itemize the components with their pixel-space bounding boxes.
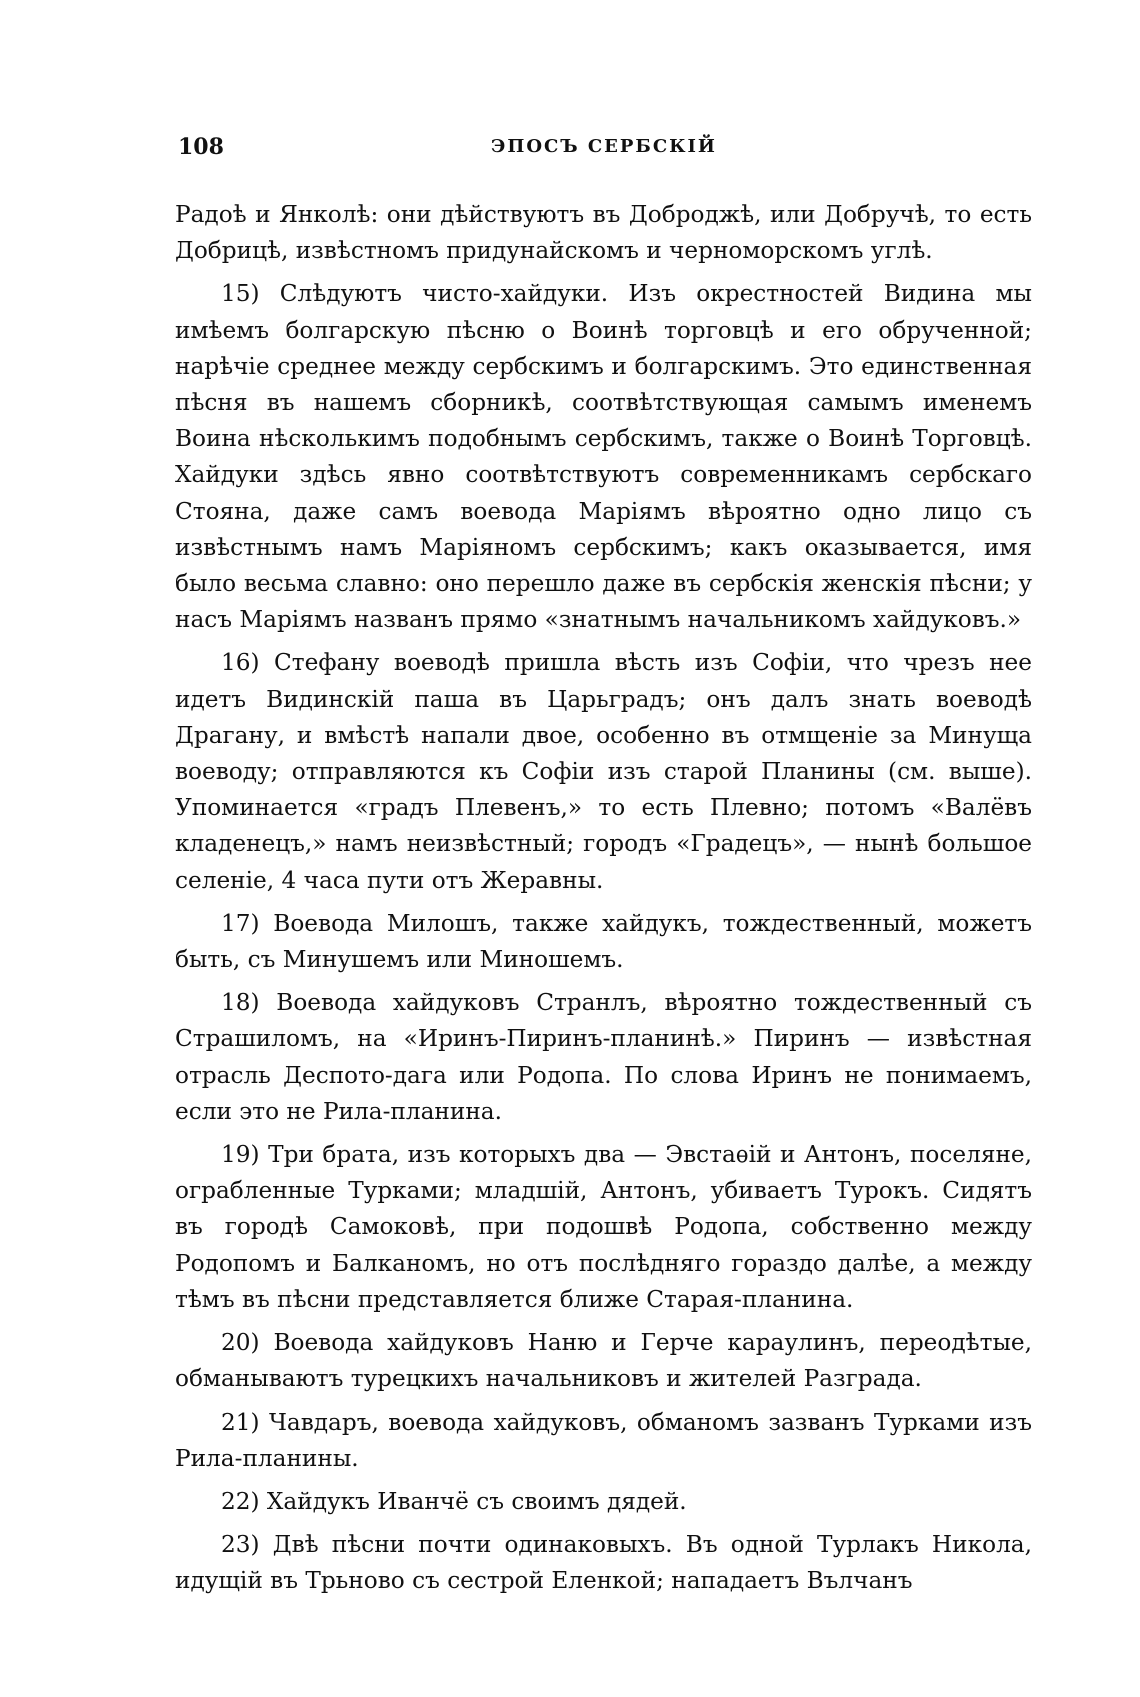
running-title: ЭПОСЪ СЕРБСКІЙ <box>491 136 717 157</box>
paragraph-20: 20) Воевода хайдуковъ Наню и Герче караулинъ, переодѣтые, обманываютъ турецкихъ начальниковъ и жителей Разграда. <box>175 1329 1032 1393</box>
paragraph-21: 21) Чавдаръ, воевода хайдуковъ, обманомъ зазванъ Турками изъ Рила-планины. <box>175 1408 1032 1472</box>
page-number: 108 <box>178 134 224 160</box>
paragraph-22: 22) Хайдукъ Иванчё съ своимъ дядей. <box>221 1487 687 1515</box>
paragraph-17: 17) Воевода Милошъ, также хайдукъ, тождественный, можетъ быть, съ Минушемъ или Миношемъ. <box>175 909 1032 974</box>
paragraph-continuation: Радоѣ и Янколѣ: они дѣйствуютъ въ Доброджѣ, или Добручѣ, то есть Добрицѣ, извѣстномъ придунайскомъ и черноморскомъ углѣ. <box>175 201 1032 265</box>
paragraph-19: 19) Три брата, изъ которыхъ два — Эвстаѳій и Антонъ, поселяне, ограбленные Турками; младшій, Антонъ, убиваетъ Турокъ. Сидятъ въ городѣ Самоковѣ, при подошвѣ Родопа, собственно между Родопомъ и Балканомъ, но отъ послѣдняго гораздо далѣе, а между тѣмъ въ пѣсни представляется ближе Старая-планина. <box>175 1141 1032 1313</box>
paragraph-16: 16) Стефану воеводѣ пришла вѣсть изъ Софіи, что чрезъ нее идетъ Видинскій паша въ Царьградъ; онъ далъ знать воеводѣ Драгану, и вмѣстѣ напали двое, особенно въ отмщеніе за Минуща воеводу; отправляются къ Софіи изъ старой Планины (см. выше). Упоминается «градъ Плевенъ,» то есть Плевно; потомъ «Валёвъ кладенецъ,» намъ неизвѣстный; городъ «Градецъ», — нынѣ большое селеніе, 4 часа пути отъ Жеравны. <box>175 649 1032 894</box>
paragraph-23: 23) Двѣ пѣсни почти одинаковыхъ. Въ одной Турлакъ Никола, идущій въ Трьново съ сестрой Еленкой; нападаетъ Вълчанъ <box>175 1531 1032 1595</box>
page-header <box>178 134 1030 174</box>
paragraph-18: 18) Воевода хайдуковъ Странлъ, вѣроятно тождественный съ Страшиломъ, на «Иринъ-Пиринъ-планинѣ.» Пиринъ — извѣстная отрасль Деспото-дага или Родопа. По слова Иринъ не понимаемъ, если это не Рила-планина. <box>175 989 1032 1125</box>
paragraph-15: 15) Слѣдуютъ чисто-хайдуки. Изъ окрестностей Видина мы имѣемъ болгарскую пѣсню о Воинѣ торговцѣ и его обрученной; нарѣчіе среднее между сербскимъ и болгарскимъ. Это единственная пѣсня въ нашемъ сборникѣ, соотвѣтствующая самымъ именемъ Воина нѣсколькимъ подобнымъ сербскимъ, также о Воинѣ Торговцѣ. Хайдуки здѣсь явно соотвѣтствуютъ современникамъ сербскаго Стояна, даже самъ воевода Маріямъ вѣроятно одно лицо съ извѣстнымъ намъ Маріяномъ сербскимъ; какъ оказывается, имя было весьма славно: оно перешло даже въ сербскія женскія пѣсни; у насъ Маріямъ названъ прямо «знатнымъ начальникомъ хайдуковъ.» <box>175 280 1032 634</box>
body-text <box>175 197 1032 1600</box>
